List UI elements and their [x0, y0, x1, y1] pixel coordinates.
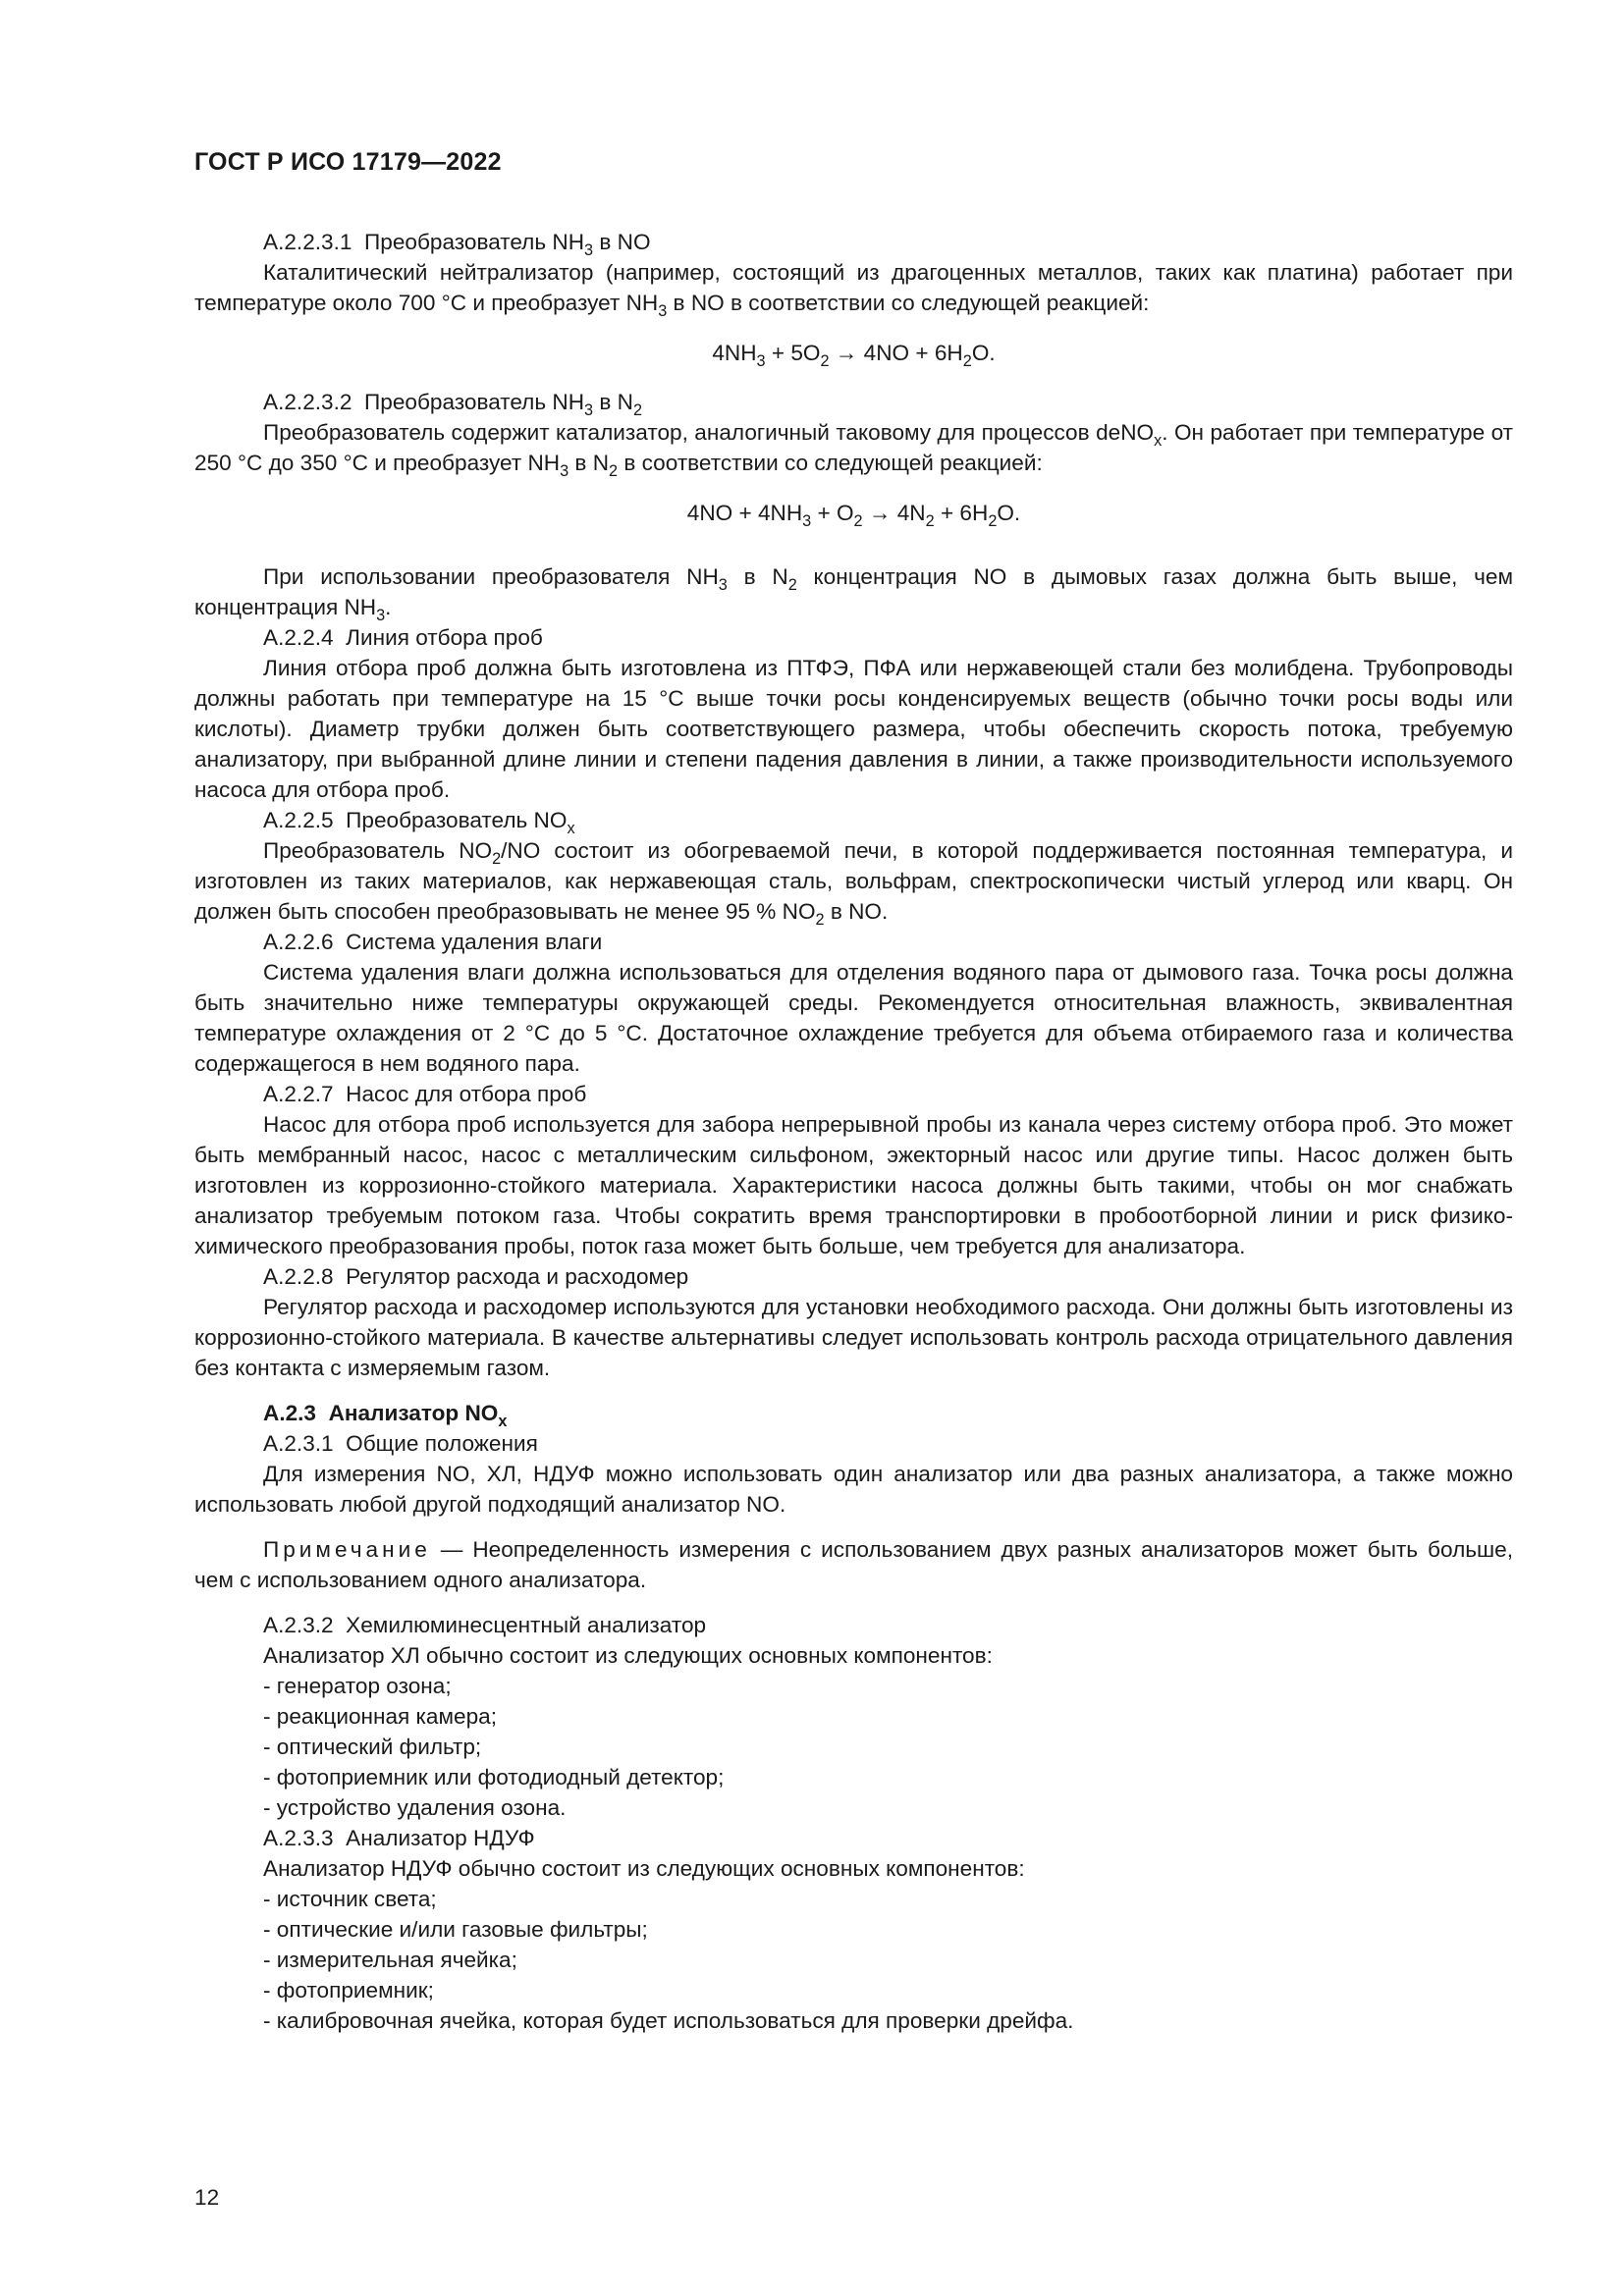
list-item: - источник света;: [263, 1887, 437, 1911]
note-label: Примечание: [263, 1537, 431, 1562]
paragraph-a228: Регулятор расхода и расходомер используются для установки необходимого расхода. Они должны быть изготовлены из коррозионно-стойкого материала. В качестве альтернативы следует использовать контроль расхода отрицательного давления без контакта с измеряемым газом.: [194, 1295, 1513, 1380]
paragraph-a224: Линия отбора проб должна быть изготовлена из ПТФЭ, ПФА или нержавеющей стали без молибдена. Трубопроводы должны работать при температуре на 15 °С выше точки росы конденсируемых веществ (обычно точки росы воды или кислоты). Диаметр трубки должен быть соответствующего размера, чтобы обеспечить скорость потока, требуемую анализатору, при выбранной длине линии и степени падения давления в линии, а также производительности используемого насоса для отбора проб.: [194, 656, 1513, 802]
list-item: - измерительная ячейка;: [263, 1948, 517, 1972]
section-heading-a226: А.2.2.6 Система удаления влаги: [263, 930, 603, 954]
paragraph-a2231: Каталитический нейтрализатор (например, состоящий из драгоценных металлов, таких как платина) работает при температуре около 700 °С и преобразует $NH_3$ в NO в соответствии со следующей реакцией:: [194, 260, 1513, 321]
section-heading-a23: А.2.3 Анализатор $NO_x$: [263, 1401, 508, 1431]
section-heading-a233: А.2.3.3 Анализатор НДУФ: [263, 1826, 535, 1850]
section-heading-a227: А.2.2.7 Насос для отбора проб: [263, 1082, 587, 1106]
list-item: - генератор озона;: [263, 1674, 452, 1698]
section-heading-a228: А.2.2.8 Регулятор расхода и расходомер: [263, 1264, 689, 1289]
document-body: [194, 227, 1513, 2036]
formula-nh3-oxidation: $4NH_3 + 5O_2 \to 4NO + 6H_2O$.: [712, 341, 996, 371]
document-header-id: ГОСТ Р ИСО 17179—2022: [194, 148, 502, 176]
paragraph-a225: Преобразователь $NO_2/NO$ состоит из обогреваемой печи, в которой поддерживается постоянная температура, и изготовлен из таких материалов, как нержавеющая сталь, вольфрам, спектроскопически чистый углерод или кварц. Он должен быть способен преобразовывать не менее 95 % $NO_2$ в NO.: [194, 838, 1513, 930]
formula-nh3-reduction: $4NO + 4NH_3 + O_2 \to 4N_2 + 6H_2O$.: [686, 501, 1021, 531]
list-item: - калибровочная ячейка, которая будет использоваться для проверки дрейфа.: [263, 2008, 1074, 2033]
paragraph-a231: Для измерения NO, ХЛ, НДУФ можно использовать один анализатор или два разных анализатора, а также можно использовать любой другой подходящий анализатор NO.: [194, 1462, 1513, 1517]
paragraph-a2232-note: При использовании преобразователя $NH_3$ в $N_2$ концентрация NO в дымовых газах должна быть выше, чем концентрация $NH_3$.: [194, 564, 1514, 625]
paragraph-a226: Система удаления влаги должна использоваться для отделения водяного пара от дымового газа. Точка росы должна быть значительно ниже температуры окружающей среды. Рекомендуется относительная влажность, эквивалентная температуре охлаждения от 2 °С до 5 °С. Достаточное охлаждение требуется для объема отбираемого газа и количества содержащегося в нем водяного пара.: [194, 960, 1513, 1076]
paragraph-a2232: Преобразователь содержит катализатор, аналогичный таковому для процессов deNO$_x$. Он работает при температуре от 250 °С до 350 °С и преобразует $NH_3$ в $N_2$ в соответствии со следующей реакцией:: [194, 420, 1513, 481]
page-number: 12: [194, 2185, 220, 2210]
note-a231: Примечание — Неопределенность измерения с использованием двух разных анализаторов может быть больше, чем с использованием одного анализатора.: [194, 1537, 1513, 1592]
section-heading-a2231: А.2.2.3.1 Преобразователь $NH_3$ в NO: [263, 230, 651, 260]
list-item: - оптический фильтр;: [263, 1735, 482, 1759]
paragraph-a232-intro: Анализатор ХЛ обычно состоит из следующих основных компонентов:: [263, 1643, 993, 1668]
section-heading-a224: А.2.2.4 Линия отбора проб: [263, 625, 543, 650]
section-heading-a232: А.2.3.2 Хемилюминесцентный анализатор: [263, 1613, 707, 1637]
section-heading-a2232: А.2.2.3.2 Преобразователь $NH_3$ в $N_2$: [263, 390, 643, 420]
list-item: - фотоприемник;: [263, 1978, 434, 2002]
section-heading-a231: А.2.3.1 Общие положения: [263, 1431, 538, 1456]
list-item: - фотоприемник или фотодиодный детектор;: [263, 1765, 725, 1789]
paragraph-a227: Насос для отбора проб используется для забора непрерывной пробы из канала через систему отбора проб. Это может быть мембранный насос, насос с металлическим сильфоном, эжекторный насос или другие типы. Насос должен быть изготовлен из коррозионно-стойкого материала. Характеристики насоса должны быть такими, чтобы он мог снабжать анализатор требуемым потоком газа. Чтобы сократить время транспортировки в пробоотборной линии и риск физико-химического преобразования пробы, поток газа может быть больше, чем требуется для анализатора.: [194, 1112, 1513, 1258]
paragraph-a233-intro: Анализатор НДУФ обычно состоит из следующих основных компонентов:: [263, 1856, 1025, 1881]
list-item: - оптические и/или газовые фильтры;: [263, 1917, 648, 1942]
list-item: - устройство удаления озона.: [263, 1795, 567, 1820]
list-item: - реакционная камера;: [263, 1704, 497, 1729]
section-heading-a225: А.2.2.5 Преобразователь $NO_x$: [263, 808, 575, 838]
